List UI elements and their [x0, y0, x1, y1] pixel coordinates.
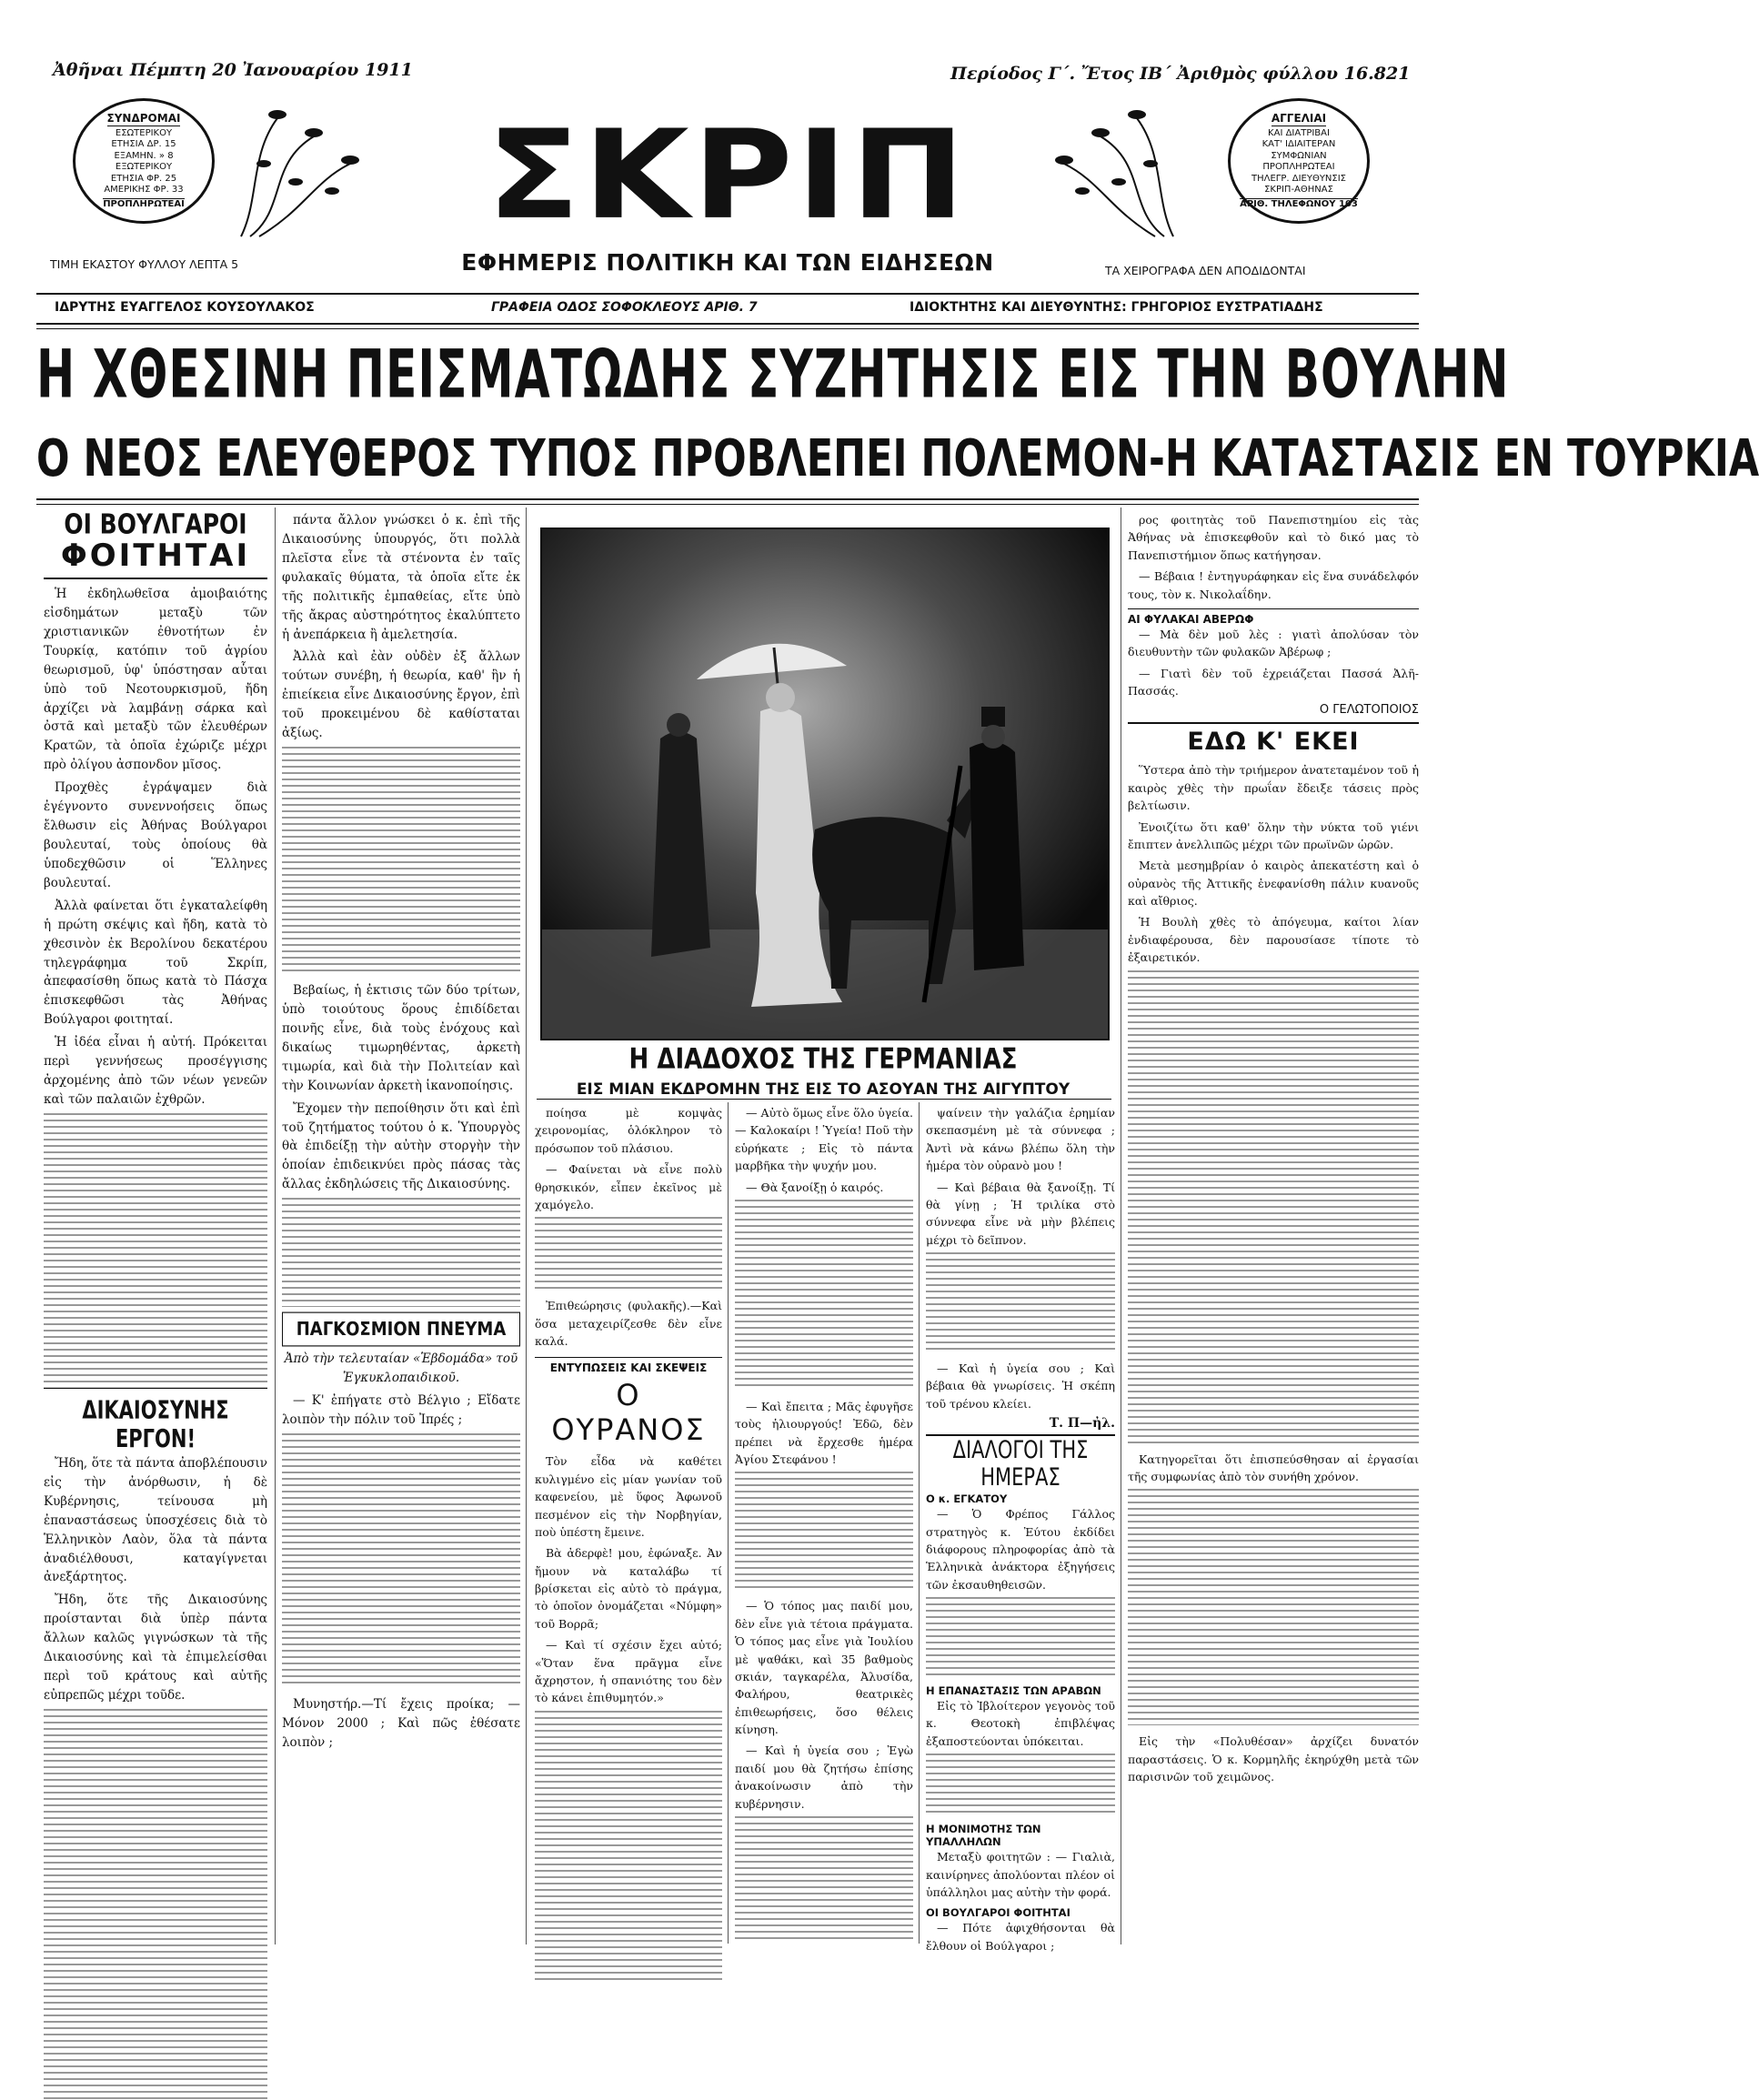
sprig-icon [1046, 100, 1182, 246]
price-label: ΤΙΜΗ ΕΚΑΣΤΟΥ ΦΥΛΛΟΥ ΛΕΠΤΑ 5 [50, 257, 239, 271]
newspaper-logo: ΣΚΡΙΠ [487, 104, 969, 247]
decorative-sprig-left [232, 100, 368, 246]
section-title: ΔΙΑΛΟΓΟΙ ΤΗΣ ΗΜΕΡΑΣ [952, 1436, 1089, 1492]
column-separator [275, 507, 276, 1944]
masthead-rule [36, 293, 1419, 295]
founder-line: ΙΔΡΥΤΗΣ ΕΥΑΓΓΕΛΟΣ ΚΟΥΣΟΥΛΑΚΟΣ [55, 300, 315, 315]
offices-line: ΓΡΑΦΕΙΑ ΟΔΟΣ ΣΟΦΟΚΛΕΟΥΣ ΑΡΙΘ. 7 [491, 300, 758, 315]
subscription-stamp-footer: ΠΡΟΠΛΗΡΩΤΕΑΙ [103, 198, 185, 209]
article-paragraph: — Καὶ βέβαια θὰ ξανοίξῃ. Τί θὰ γίνῃ ; Ἡ τριλίκα στὸ σύννεφα εἶνε νὰ μὴν βλέπεις μέχρι τὸ δεῖπνον. [926, 1180, 1115, 1247]
article-paragraph: Κατηγορεῖται ὅτι ἐπισπεύσθησαν αἱ ἐργασίαι τῆς συμφωνίας ἀπὸ τὸν συνήθη χρόνον. [1128, 1452, 1419, 1483]
ads-stamp-title: ΑΓΓΕΛΙΑΙ [1271, 111, 1327, 125]
ads-stamp-footer: ΑΡΙΘ. ΤΗΛΕΦΩΝΟΥ 103 [1240, 198, 1358, 209]
illegible-text-block [1128, 1489, 1419, 1725]
photo-illustration [542, 529, 1108, 1039]
column-5 [926, 1104, 1115, 1953]
photo-caption-title: Η ΔΙΑΔΟΧΟΣ ΤΗΣ ΓΕΡΜΑΝΙΑΣ [628, 1043, 1018, 1076]
illegible-text-block [282, 1433, 520, 1688]
newspaper-subtitle: ΕΦΗΜΕΡΙΣ ΠΟΛΙΤΙΚΗ ΚΑΙ ΤΩΝ ΕΙΔΗΣΕΩΝ [461, 249, 994, 276]
column-3 [535, 1104, 722, 1941]
article-paragraph: Ἡ ἰδέα εἶναι ἡ αὐτή. Πρόκειται περὶ γεννήσεως προσέγγισης ἀρχομένης ἀπὸ τῶν νέων γενεῶν καὶ τῶν παλαιῶν ἐχθρῶν. [44, 1035, 267, 1107]
masthead-double-rule [36, 323, 1419, 329]
article-paragraph: Μεταξὺ φοιτητῶν : — Γιαλιὰ, καινίρηνες ἀπολύονται πλέον οἱ ὑπάλληλοι μας αὐτὴν τὴν φορά. [926, 1850, 1115, 1899]
article-paragraph: — Μὰ δὲν μοῦ λὲς : γιατὶ ἀπολύσαν τὸν διευθυντὴν τῶν φυλακῶν Ἀβέρωφ ; [1128, 627, 1419, 659]
column-2 [282, 511, 520, 1944]
article-paragraph: Μετὰ μεσημβρίαν ὁ καιρὸς ἀπεκατέστη καὶ ὁ οὐρανὸς τῆς Ἀττικῆς ἐνεφανίσθη πάλιν κυανοῦς καὶ αἴθριος. [1128, 859, 1419, 908]
article-signature: Ο ΓΕΛΩΤΟΠΟΙΟΣ [1319, 703, 1419, 718]
article-paragraph: Ἐπιθεώρησις (φυλακῆς).—Καὶ ὅσα μεταχειρίζεσθε δὲν εἶνε καλά. [535, 1299, 722, 1348]
ads-line: ΠΡΟΠΛΗΡΩΤΕΑΙ [1262, 162, 1335, 173]
section-title: ΠΑΓΚΟΣΜΙΟΝ ΠΝΕΥΜΑ [282, 1312, 520, 1347]
article-paragraph: — Αὐτὸ ὅμως εἶνε ὅλο ὑγεία. — Καλοκαίρι ! Ὑγεία! Ποῦ τὴν εὑρήκατε ; Εἰς τὸ πάντα μαρβῆκα τὴν ψυχήν μου. [735, 1106, 913, 1173]
article-paragraph: — Κ' ἐπήγατε στὸ Βέλγιο ; Εἴδατε λοιπὸν τὴν πόλιν τοῦ Ἰπρές ; [282, 1393, 520, 1427]
illegible-text-block [535, 1217, 722, 1290]
dateline-right: Περίοδος Γ΄. Ἔτος ΙΒ΄ Ἀριθμὸς φύλλου 16.821 [950, 64, 1411, 84]
article-paragraph: ρος φοιτητὰς τοῦ Πανεπιστημίου εἰς τὰς Ἀθήνας νὰ ἐπισκεφθοῦν καὶ τὸ δικό μας τὸ Πανεπιστήμιον ὅπως κατήγησαν. [1128, 513, 1419, 562]
ads-line: ΣΚΡΙΠ-ΑΘΗΝΑΣ [1264, 185, 1333, 196]
article-paragraph: Ἀλλὰ φαίνεται ὅτι ἐγκαταλείφθη ἡ πρώτη σκέψις καὶ ἤδη, κατὰ τὸ χθεσινὸν ἐκ Βερολίνου δεκατέρου τηλεγράφημα τοῦ Σκρίπ, ἀπεφασίσθη ὅπως κατὰ τὸ Πάσχα ἐπισκεφθῶσι τὰς Ἀθήνας Βούλγαροι φοιτηταί. [44, 898, 267, 1028]
illegible-text-block [735, 1200, 913, 1391]
column-1 [44, 508, 267, 1944]
illegible-text-block [926, 1252, 1115, 1352]
article-paragraph: — Καὶ ἡ ὑγεία σου ; Καὶ βέβαια θὰ γνωρίσεις. Ἡ σκέπη τοῦ τρένου κλείει. [926, 1361, 1115, 1411]
article-paragraph: Ἤδη, ὅτε τῆς Δικαιοσύνης προίστανται διὰ ὑπὲρ πάντα ἄλλων καλῶς γιγνώσκων τὰ τῆς Δικαιοσύνης καὶ τὰ ἐπιμελείσθαι περὶ τοῦ κράτους καὶ αὐτῆς εὐπρεπῶς μέχρι τοῦδε. [44, 1593, 267, 1703]
article-paragraph: Ἔχομεν τὴν πεποίθησιν ὅτι καὶ ἐπὶ τοῦ ζητήματος τούτου ὁ κ. Ὑπουργὸς θὰ ἐπιδείξῃ τὴν αὐτὴν στοργὴν τὴν ὁποίαν ἐπιδεικνύει πρὸς πάσας τὰς ἄλλας ἐκδηλώσεις τῆς Δικαιοσύνης. [282, 1100, 520, 1192]
article-paragraph: — Καὶ τί σχέσιν ἔχει αὐτό; «Ὅταν ἕνα πρᾶγμα εἶνε ἄχρηστον, ἡ σπανιότης του δὲν τὸ κάνει ἐπιθυμητόν.» [535, 1638, 722, 1705]
article-paragraph: Μυνηστήρ.—Τί ἔχεις προίκα; — Μόνον 2000 ; Καὶ πῶς ἐθέσατε λοιπὸν ; [282, 1696, 520, 1750]
article-paragraph: Ἐνοιζίτω ὅτι καθ' ὅλην τὴν νύκτα τοῦ γιένι ἔπιπτεν ἀνελλιπῶς μέχρι τῶν πρωϊνῶν ὡρῶν. [1128, 819, 1419, 851]
photo-caption [537, 1043, 1110, 1099]
column-4 [735, 1104, 913, 1941]
article-paragraph: Βὰ ἀδερφὲ! μου, ἐφώναξε. Ἀν ἤμουν νὰ καταλάβω τί βρίσκεται εἰς αὐτὸ τὸ πράγμα, τὸ ὁποῖον ὀνομάζεται «Νύμφη» τοῦ Βορρᾶ; [535, 1546, 722, 1631]
section-title: ΕΔΩ Κ' ΕΚΕΙ [1187, 728, 1360, 757]
article-paragraph: ποίησα μὲ κομψὰς χειρονομίας, ὁλόκληρον τὸ πρόσωπον τοῦ πλάσιου. [535, 1106, 722, 1155]
illegible-text-block [735, 1472, 913, 1590]
article-signature: Τ. Π—ἠλ. [1049, 1416, 1115, 1432]
article-paragraph: Ἤδη, ὅτε τὰ πάντα ἀποβλέπουσιν εἰς τὴν ἀνόρθωσιν, ἡ δὲ Κυβέρνησις, τείνουσα μὴ ἐπαναστάσεως ὑποσχέσεις διὰ τὸ Ἑλληνικὸν Λαὸν, ὅλα τὰ πάντα ἀναδιέλθουσι, καταγίγνεται ἀνεξάρτητος. [44, 1455, 267, 1585]
subsection-title: Η ΕΠΑΝΑΣΤΑΣΙΣ ΤΩΝ ΑΡΑΒΩΝ [926, 1684, 1101, 1697]
article-paragraph: — Ὁ Φρέπος Γάλλος στρατηγὸς κ. Ἐύτου ἐκδίδει διάφορους πληροφορίας ἀπὸ τὰ Ἑλληνικὰ ἀνάκτορα ἐξηγήσεις τῶν ἐκσαυθηθεισῶν. [926, 1507, 1115, 1592]
subscription-line: ΕΤΗΣΙΑ ΔΡ. 15 [111, 139, 176, 150]
owner-line: ΙΔΙΟΚΤΗΤΗΣ ΚΑΙ ΔΙΕΥΘΥΝΤΗΣ: ΓΡΗΓΟΡΙΟΣ ΕΥΣΤΡΑΤΙΑΔΗΣ [910, 300, 1323, 315]
section-subtitle: Ἀπὸ τὴν τελευταίαν «Ἑβδομάδα» τοῦ Ἐγκυκλοπαιδικοῦ. [284, 1351, 518, 1386]
article-paragraph: — Πότε ἀφιχθήσονται θὰ ἔλθουν οἱ Βούλγαροι ; [926, 1921, 1115, 1953]
article-paragraph: Ἡ Βουλὴ χθὲς τὸ ἀπόγευμα, καίτοι λίαν ἐνδιαφέρουσα, δὲν παρουσίασε τίποτε τὸ ἐξαιρετικόν. [1128, 915, 1419, 965]
illegible-text-block [1128, 970, 1419, 1443]
article-paragraph: — Καὶ ἔπειτα ; Μᾶς ἐφυγῆσε τοὺς ἡλιουργούς! Ἐδῶ, δὲν πρέπει νὰ ἔρχεσθε ἡμέρα Ἀγίου Στεφάνου ! [735, 1399, 913, 1466]
illegible-text-block [44, 1113, 267, 1386]
section-title: Ο ΟΥΡΑΝΟΣ [551, 1378, 706, 1448]
subscription-line: ΕΣΩΤΕΡΙΚΟΥ [115, 127, 173, 138]
headline-rule [36, 498, 1419, 505]
photo-caption-subtitle: ΕΙΣ ΜΙΑΝ ΕΚΔΡΟΜΗΝ ΤΗΣ ΕΙΣ ΤΟ ΑΣΟΥΑΝ ΤΗΣ ΑΙΓΥΠΤΟΥ [576, 1080, 1070, 1099]
article-paragraph: Τὸν εἶδα νὰ καθέτει κυλιγμένο εἰς μίαν γωνίαν τοῦ καφενείου, μὲ ὕφος Ἀφωνοῦ πεσμένον εἰς τὴν Νορβηγίαν, ποὺ ὑπέστη ἔμεινε. [535, 1454, 722, 1539]
article-paragraph: Προχθὲς ἐγράψαμεν διὰ ἐγέγνοντο συνεννοήσεις ὅπως ἔλθωσιν εἰς Ἀθήνας Βούλγαροι βουλευταί, τοὺς ὁποίους θὰ ὑποδεχθῶσιν οἱ Ἕλληνες βουλευταί. [44, 780, 267, 890]
photo-crown-princess [540, 528, 1110, 1040]
section-kicker: ΕΝΤΥΠΩΣΕΙΣ ΚΑΙ ΣΚΕΨΕΙΣ [549, 1361, 708, 1375]
subscription-line: ΕΞΑΜΗΝ. » 8 [114, 150, 174, 161]
column-separator [728, 1102, 729, 1944]
caption-rule [537, 1099, 1111, 1100]
article-paragraph: Ἀλλὰ καὶ ἐὰν οὐδὲν ἐξ ἄλλων τούτων συνέβη, ἡ θεωρία, καθ' ἣν ἡ ἐπιείκεια εἶνε Δικαιοσύνης ἔργον, ἐπὶ τοῦ προκειμένου δὲ καθίσταται ἀξίως. [282, 649, 520, 741]
article-paragraph: — Καὶ ἡ ὑγεία σου ; Ἐγὼ παιδί μου θὰ ζητήσω ἐπίσης ἀνακοίνωσιν ἀπὸ τὴν κυβέρνησιν. [735, 1743, 913, 1811]
decorative-sprig-right [1046, 100, 1182, 246]
article-paragraph: Ἡ ἐκδηλωθεῖσα ἀμοιβαιότης εἰσδημάτων μεταξὺ τῶν χριστιανικῶν ἐθνοτήτων ἐν Τουρκίᾳ, κατόπιν τοῦ ἀγρίου θεωρισμοῦ, ὑφ' ὑπόστησαν αὗται ὑπὸ τοῦ Νεοτουρκισμοῦ, ἤδη ἀρχίζει νὰ λαμβάνῃ σάρκα καὶ ὀστᾶ καὶ μεταξὺ τῶν ἐλευθέρων Κρατῶν, τὰ ὁποῖα ἐχώριζε μέχρι πρὸ ὀλίγου ἀσπονδον μῖσος. [44, 587, 267, 773]
article-paragraph: — Βέβαια ! ἐντηγυράφηκαν εἰς ἕνα συνάδελφόν τους, τὸν κ. Νικολαΐδην. [1128, 569, 1419, 601]
article-paragraph: — Ὁ τόπος μας παιδί μου, δὲν εἶνε γιὰ τέτοια πράγματα. Ὁ τόπος μας εἶνε γιὰ Ἰουλίου μὲ ψαθάκι, καὶ 35 βαθμοὺς σκιάν, ταγκαρέλα, Ἀλυσίδα, Φαλήρου, θεατρικὲς ἐπιθεωρήσεις, ὅσο θέλεις κίνηση. [735, 1599, 913, 1736]
illegible-text-block [735, 1816, 913, 1944]
column-separator [526, 507, 527, 1944]
illegible-text-block [282, 1198, 520, 1307]
ads-line: ΚΑΙ ΔΙΑΤΡΙΒΑΙ [1268, 127, 1330, 138]
illegible-text-block [44, 1709, 267, 2100]
subscription-line: ΕΞΩΤΕΡΙΚΟΥ [115, 162, 173, 173]
illegible-text-block [282, 747, 520, 974]
article-paragraph: Εἰς τὸ Ἰβλοίτερον γεγονὸς τοῦ κ. Θεοτοκὴ ἐπιβλέψας ἐξαποστεύονται ὑπόκειται. [926, 1699, 1115, 1748]
subsection-title: ΑΙ ΦΥΛΑΚΑΙ ΑΒΕΡΩΦ [1128, 612, 1254, 626]
ads-line: ΚΑΤ' ΙΔΙΑΙΤΕΡΑΝ [1261, 139, 1336, 150]
secondary-headline: Ο ΝΕΟΣ ΕΛΕΥΘΕΡΟΣ ΤΥΠΟΣ ΠΡΟΒΛΕΠΕΙ ΠΟΛΕΜΟΝ-Η ΚΑΤΑΣΤΑΣΙΣ ΕΝ ΤΟΥΡΚΙΑ [36, 429, 1759, 489]
article-title: ΔΙΚΑΙΟΣΥΝΗΣ ΕΡΓΟΝ! [44, 1388, 267, 1453]
ads-stamp [1228, 98, 1370, 224]
column-6 [1128, 511, 1419, 1944]
article-paragraph: Ὕστερα ἀπὸ τὴν τριήμερον ἀνατεταμένον τοῦ ἡ καιρὸς χθὲς τὴν πρωΐαν ἔδειξε τάσεις πρὸς βελτίωσιν. [1128, 763, 1419, 813]
article-paragraph: Εἰς τὴν «Πολυθέσαν» ἀρχίζει δυνατόν παραστάσεις. Ὁ κ. Κορμηλῆς ἐκηρύχθη μετὰ τῶν παρισινῶν τοῦ χειμῶνος. [1128, 1734, 1419, 1783]
article-paragraph: — Θὰ ξανοίξῃ ὁ καιρός. [746, 1180, 884, 1194]
article-paragraph: πάντα ἄλλον γνώσκει ὁ κ. ἐπὶ τῆς Δικαιοσύνης ὑπουργός, ὅτι πολλὰ πλεῖστα εἶνε τὰ στένοντα ἐν ταῖς φυλακαῖς θύματα, τὰ ὁποῖα εἴτε ἐκ τῆς πολιτικῆς ἐμπαθείας, εἴτε ὑπὸ τῆς ἄκρας αὐστηρότητος ἐκαλύπτετο ἡ ἀνεπάρκεια ἢ ἀμελετησία. [282, 513, 520, 642]
subsection-title: ΟΙ ΒΟΥΛΓΑΡΟΙ ΦΟΙΤΗΤΑΙ [926, 1906, 1070, 1920]
subscription-stamp [73, 98, 215, 224]
subsection-title: Ο κ. ΕΓΚΑΤΟΥ [926, 1492, 1008, 1506]
main-headline: Η ΧΘΕΣΙΝΗ ΠΕΙΣΜΑΤΩΔΗΣ ΣΥΖΗΤΗΣΙΣ ΕΙΣ ΤΗΝ ΒΟΥΛΗΝ [36, 337, 1510, 414]
column-separator [919, 1102, 920, 1944]
subscription-stamp-title: ΣΥΝΔΡΟΜΑΙ [106, 111, 181, 125]
article-title: ΦΟΙΤΗΤΑΙ [44, 538, 267, 579]
article-paragraph: Βεβαίως, ἡ ἐκτισις τῶν δύο τρίτων, ὑπὸ τοιούτους ὅρους ἐπιδίδεται ποινῆς εἶνε, διὰ τοὺς ἐνόχους καὶ δικαίως τιμωρηθέντας, ἀρκετὴ τιμωρία, καὶ διὰ τὴν Πολιτείαν καὶ τὴν Κοινωνίαν ἀρκετὴ ἱκανοποίησις. [282, 983, 520, 1093]
article-kicker: ΟΙ ΒΟΥΛΓΑΡΟΙ [64, 508, 247, 540]
ads-line: ΣΥΜΦΩΝΙΑΝ [1271, 150, 1327, 161]
manuscripts-notice: ΤΑ ΧΕΙΡΟΓΡΑΦΑ ΔΕΝ ΑΠΟΔΙΔΟΝΤΑΙ [1105, 264, 1306, 277]
subscription-line: ΑΜΕΡΙΚΗΣ ΦΡ. 33 [104, 185, 184, 196]
article-paragraph: — Φαίνεται νὰ εἶνε πολὺ θρησκικόν, εἶπεν ἐκεῖνος μὲ χαμόγελο. [535, 1162, 722, 1211]
subscription-line: ΕΤΗΣΙΑ ΦΡ. 25 [110, 173, 177, 184]
illegible-text-block [926, 1597, 1115, 1679]
sprig-icon [232, 100, 368, 246]
illegible-text-block [535, 1711, 722, 1984]
article-paragraph: ψαίνειν τὴν γαλάζια ἐρημίαν σκεπασμένη μὲ τὰ σύννεφα ; Ἀντὶ νὰ κάνω βλέπω ὅλη τὴν ἡμέρα τὸν οὐρανὸ μου ! [926, 1106, 1115, 1173]
ads-line: ΤΗΛΕΓΡ. ΔΙΕΥΘΥΝΣΙΣ [1251, 173, 1346, 184]
subsection-title: Η ΜΟΝΙΜΟΤΗΣ ΤΩΝ ΥΠΑΛΛΗΛΩΝ [926, 1823, 1041, 1849]
article-paragraph: — Γιατὶ δὲν τοῦ ἐχρειάζεται Πασσά Ἀλῆ-Πασσάς. [1128, 666, 1419, 698]
illegible-text-block [926, 1753, 1115, 1817]
dateline-left: Ἀθῆναι Πέμπτη 20 Ἰανουαρίου 1911 [53, 60, 413, 80]
